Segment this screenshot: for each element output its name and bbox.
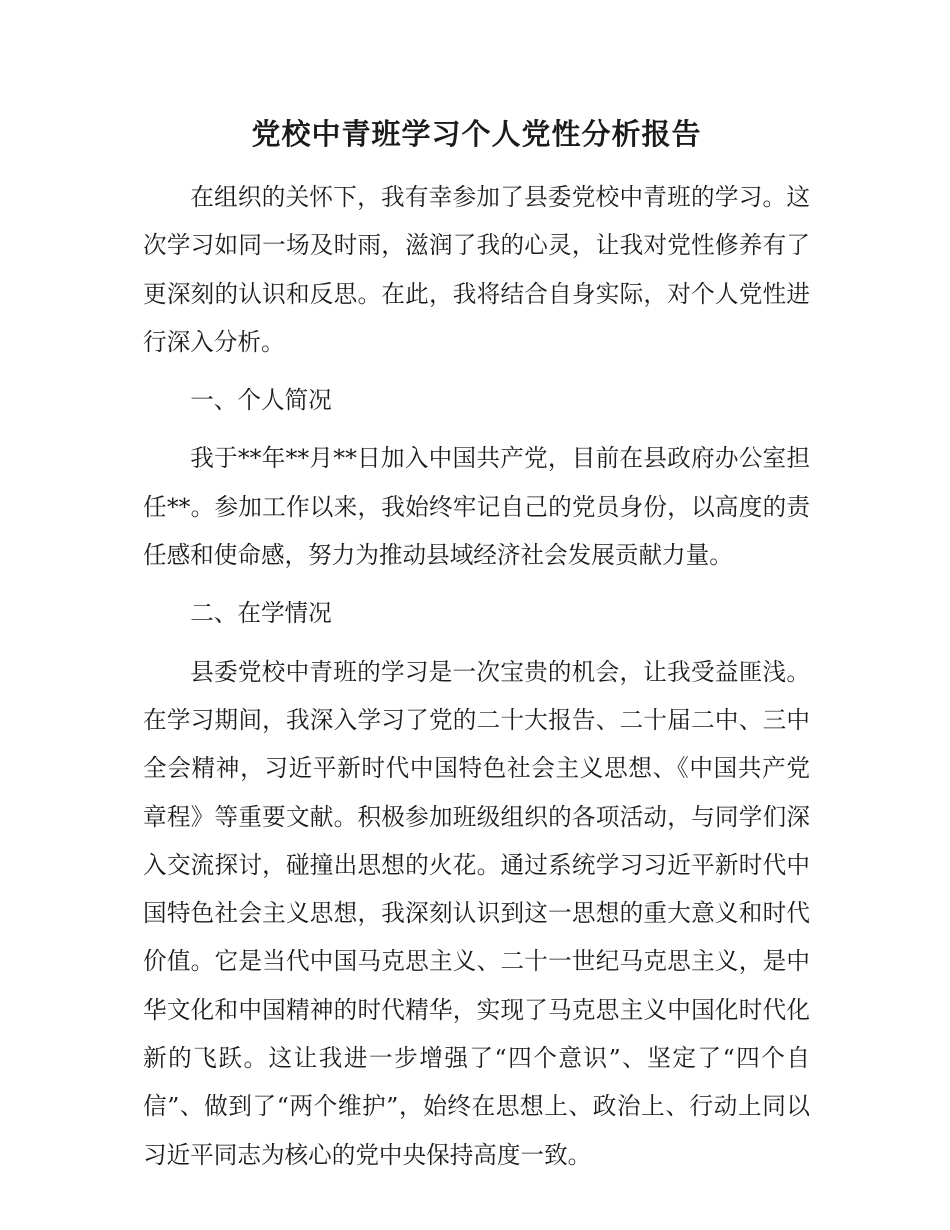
study-status-paragraph: 县委党校中青班的学习是一次宝贵的机会，让我受益匪浅。在学习期间，我深入学习了党的二十大报告、二十届二中、三中全会精神，习近平新时代中国特色社会主义思想、《中国共产党章程》等重要文献。积极参加班级组织的各项活动，与同学们深入交流探讨，碰撞出思想的火花。通过系统学习习近平新时代中国特色社会主义思想，我深刻认识到这一思想的重大意义和时代价值。它是当代中国马克思主义、二十一世纪马克思主义，是中华文化和中国精神的时代精华，实现了马克思主义中国化时代化新的飞跃。这让我进一步增强了“四个意识”、坚定了“四个自信”、做到了“两个维护”，始终在思想上、政治上、行动上同以习近平同志为核心的党中央保持高度一致。 bbox=[143, 657, 810, 1169]
section-heading-personal-profile: 一、个人简况 bbox=[190, 386, 332, 415]
section-heading-study-status: 二、在学情况 bbox=[190, 599, 332, 628]
intro-paragraph: 在组织的关怀下，我有幸参加了县委党校中青班的学习。这次学习如同一场及时雨，滋润了我的心灵，让我对党性修养有了更深刻的认识和反思。在此，我将结合自身实际，对个人党性进行深入分析。 bbox=[143, 183, 810, 356]
personal-profile-paragraph: 我于**年**月**日加入中国共产党，目前在县政府办公室担任**。参加工作以来，我始终牢记自己的党员身份，以高度的责任感和使命感，努力为推动县域经济社会发展贡献力量。 bbox=[143, 444, 810, 570]
document-page bbox=[143, 108, 810, 1189]
document-title: 党校中青班学习个人党性分析报告 bbox=[251, 117, 702, 151]
